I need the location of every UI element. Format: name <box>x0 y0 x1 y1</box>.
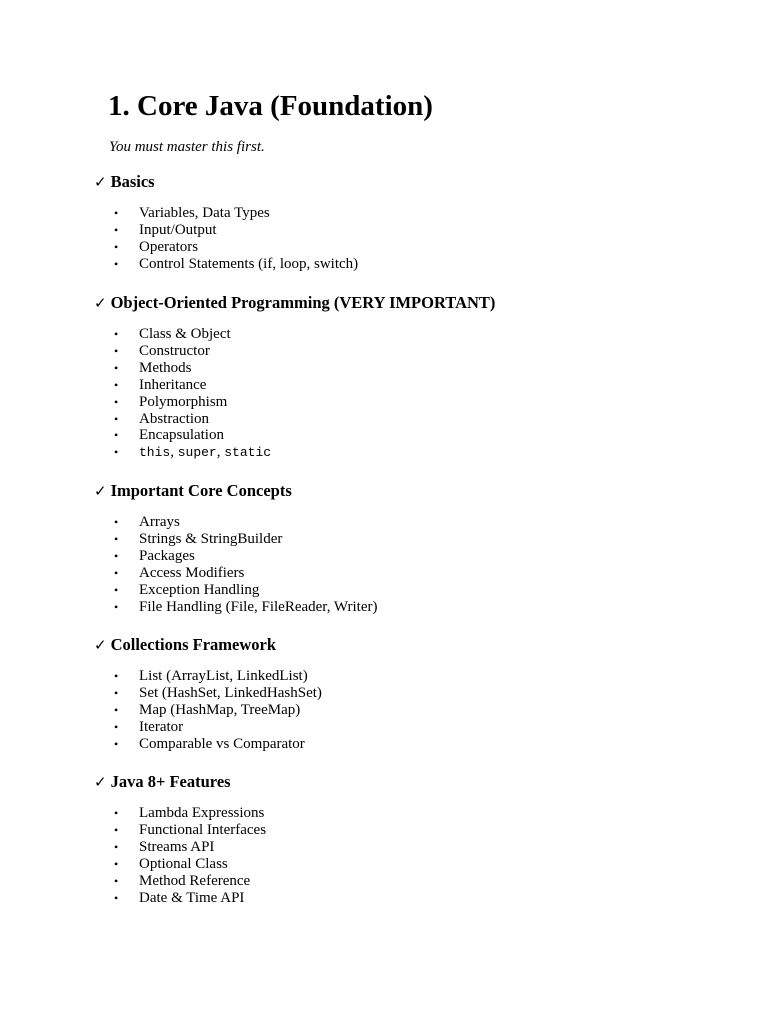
bullet-icon: • <box>114 806 119 820</box>
list-item-text: Variables, Data Types <box>139 205 270 221</box>
list-item <box>94 890 714 907</box>
bullet-icon: • <box>114 445 119 460</box>
list-item <box>94 222 714 239</box>
list-item <box>94 256 714 273</box>
bullet-icon: • <box>114 685 119 700</box>
checkmark-icon: ✓ <box>94 773 107 791</box>
list-item-text: Method Reference <box>139 872 251 889</box>
list-item <box>94 599 714 616</box>
list-item-text: Encapsulation <box>139 427 224 444</box>
list-item <box>94 444 714 462</box>
section-heading-text: Collections Framework <box>110 635 276 654</box>
section-core-concepts <box>94 480 714 615</box>
section-heading-text: Basics <box>110 172 155 191</box>
list-item <box>94 343 714 360</box>
list-item <box>94 394 714 411</box>
page-title: 1. Core Java (Foundation) <box>108 90 433 122</box>
list-item-text: Lambda Expressions <box>139 805 265 821</box>
section-list <box>94 326 714 462</box>
list-item-text: Class & Object <box>139 326 231 342</box>
list-item <box>94 856 714 873</box>
bullet-icon: • <box>114 239 119 254</box>
bullet-icon: • <box>114 531 119 546</box>
list-item <box>94 205 714 222</box>
list-item <box>94 702 714 719</box>
list-item <box>94 411 714 428</box>
section-heading <box>94 480 714 502</box>
checkmark-icon: ✓ <box>94 294 107 312</box>
checkmark-icon: ✓ <box>94 173 107 191</box>
list-item <box>94 360 714 377</box>
section-list <box>94 668 714 753</box>
bullet-icon: • <box>114 256 119 271</box>
list-item-text: Access Modifiers <box>139 564 245 581</box>
list-item-text: Comparable vs Comparator <box>139 735 305 752</box>
bullet-icon: • <box>114 669 119 683</box>
bullet-icon: • <box>114 719 119 734</box>
list-item-text: Date & Time API <box>139 889 245 906</box>
bullet-icon: • <box>114 548 119 563</box>
code-keyword: super <box>177 445 217 461</box>
list-item <box>94 736 714 753</box>
list-item <box>94 582 714 599</box>
list-item <box>94 822 714 839</box>
list-item-text: Set (HashSet, LinkedHashSet) <box>139 684 322 701</box>
bullet-icon: • <box>114 565 119 580</box>
list-item <box>94 427 714 444</box>
list-item-text: Streams API <box>139 838 215 855</box>
section-basics <box>94 171 714 273</box>
checkmark-icon: ✓ <box>94 636 107 654</box>
section-java8-features <box>94 771 714 906</box>
section-heading-text: Java 8+ Features <box>110 772 231 791</box>
code-keyword: static <box>224 445 272 461</box>
bullet-icon: • <box>114 736 119 751</box>
bullet-icon: • <box>114 599 119 614</box>
bullet-icon: • <box>114 222 119 237</box>
list-item-text: Inheritance <box>139 376 207 393</box>
list-item-text: Map (HashMap, TreeMap) <box>139 701 301 718</box>
list-item <box>94 377 714 394</box>
list-item-text: Control Statements (if, loop, switch) <box>139 255 359 272</box>
section-list <box>94 805 714 906</box>
list-item <box>94 719 714 736</box>
section-heading <box>94 634 714 656</box>
list-item-text: Constructor <box>139 342 210 359</box>
bullet-icon: • <box>114 822 119 837</box>
separator-text: , <box>170 444 178 461</box>
bullet-icon: • <box>114 873 119 888</box>
list-item-text: File Handling (File, FileReader, Writer) <box>139 598 378 615</box>
list-item <box>94 326 714 343</box>
bullet-icon: • <box>114 428 119 443</box>
list-item <box>94 839 714 856</box>
section-heading-text: Important Core Concepts <box>110 481 292 500</box>
list-item-text: Iterator <box>139 718 184 735</box>
list-item-text: Optional Class <box>139 855 228 872</box>
list-item-text: Packages <box>139 547 195 564</box>
section-list <box>94 514 714 615</box>
bullet-icon: • <box>114 206 119 220</box>
section-heading <box>94 771 714 793</box>
list-item-text: Operators <box>139 238 199 255</box>
list-item <box>94 239 714 256</box>
bullet-icon: • <box>114 411 119 426</box>
section-oop <box>94 292 714 462</box>
bullet-icon: • <box>114 360 119 375</box>
bullet-icon: • <box>114 856 119 871</box>
bullet-icon: • <box>114 702 119 717</box>
section-list <box>94 205 714 273</box>
list-item <box>94 514 714 531</box>
list-item <box>94 531 714 548</box>
section-heading <box>94 171 714 193</box>
section-collections <box>94 634 714 753</box>
list-item-text: Exception Handling <box>139 581 260 598</box>
list-item-text: Methods <box>139 359 192 376</box>
list-item <box>94 565 714 582</box>
list-item-text: Strings & StringBuilder <box>139 530 283 547</box>
bullet-icon: • <box>114 377 119 392</box>
bullet-icon: • <box>114 582 119 597</box>
code-keyword: this <box>139 445 171 461</box>
list-item <box>94 805 714 822</box>
bullet-icon: • <box>114 515 119 529</box>
list-item <box>94 548 714 565</box>
list-item <box>94 685 714 702</box>
section-heading-text: Object-Oriented Programming (VERY IMPORTANT) <box>110 293 496 312</box>
list-item <box>94 668 714 685</box>
section-heading <box>94 292 714 314</box>
bullet-icon: • <box>114 343 119 358</box>
bullet-icon: • <box>114 394 119 409</box>
list-item-text: Abstraction <box>139 410 209 427</box>
separator-text: , <box>216 444 225 461</box>
list-item <box>94 873 714 890</box>
list-item-text: List (ArrayList, LinkedList) <box>139 668 308 684</box>
bullet-icon: • <box>114 327 119 341</box>
page-subtitle: You must master this first. <box>109 139 265 155</box>
list-item-text: Polymorphism <box>139 393 228 410</box>
list-item-text: Arrays <box>139 514 180 530</box>
list-item-text: Functional Interfaces <box>139 821 267 838</box>
checkmark-icon: ✓ <box>94 482 107 500</box>
bullet-icon: • <box>114 839 119 854</box>
list-item-text: Input/Output <box>139 221 217 238</box>
bullet-icon: • <box>114 890 119 905</box>
